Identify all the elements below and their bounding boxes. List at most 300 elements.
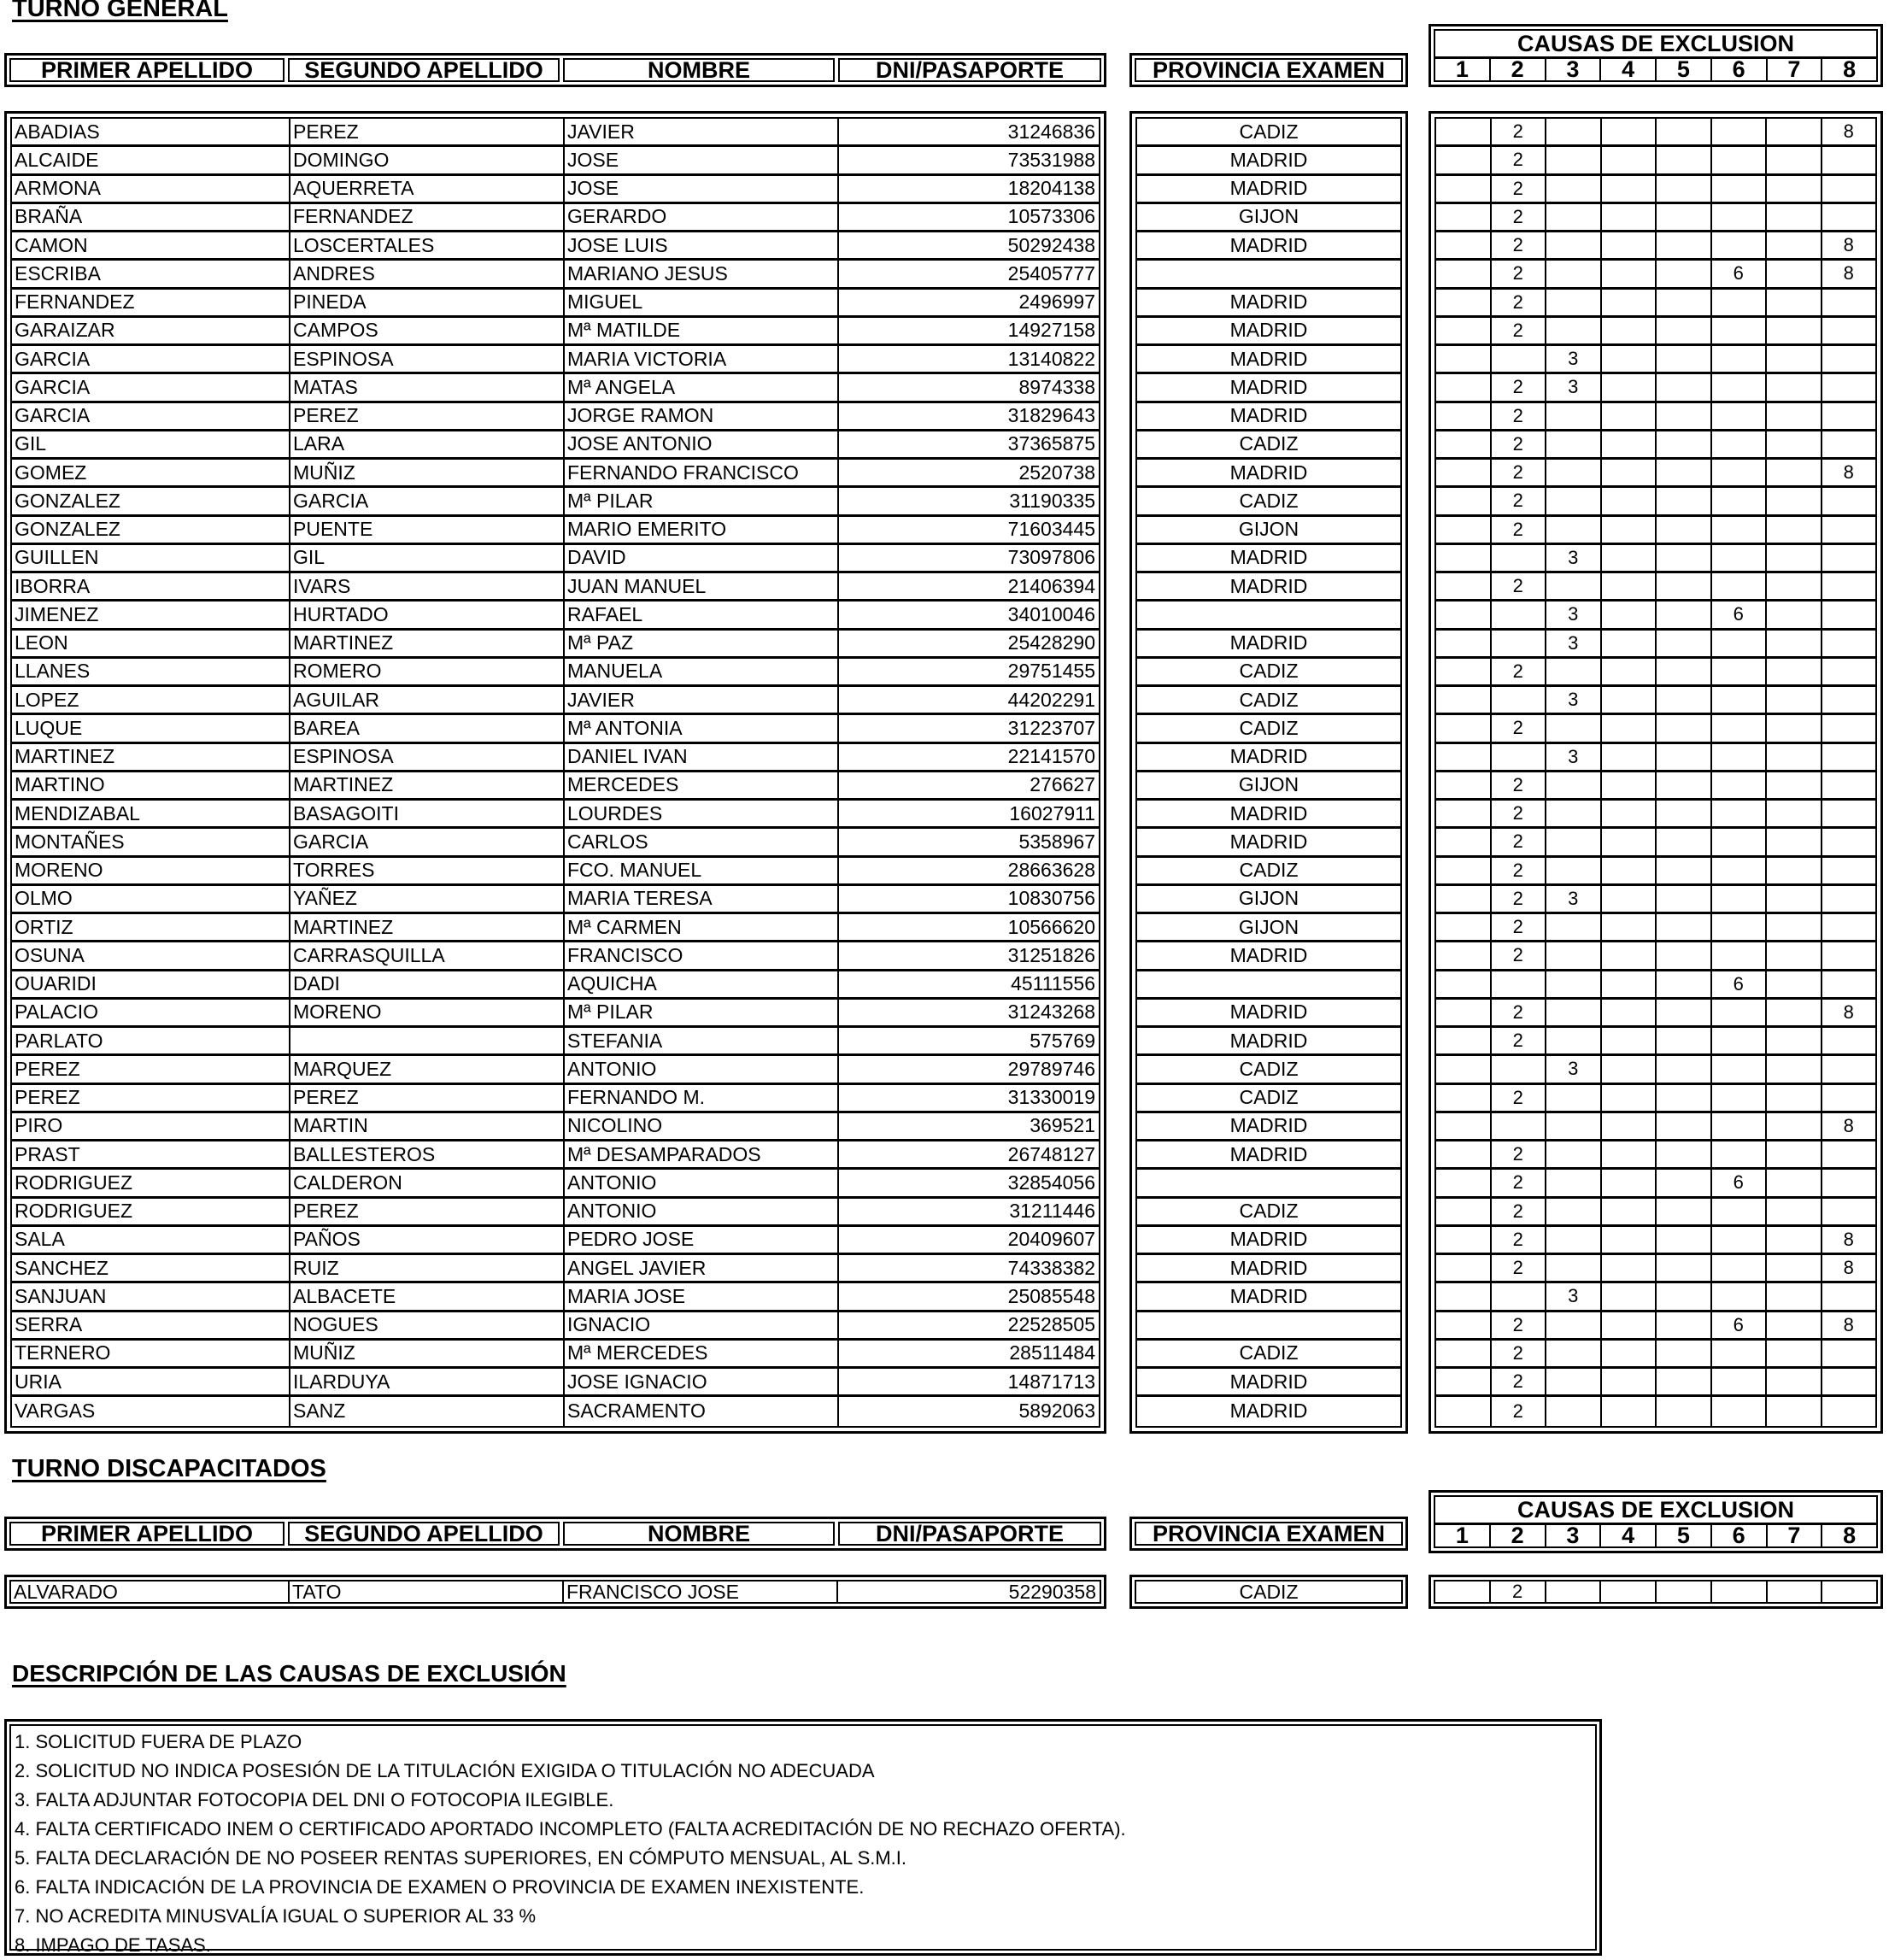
causa-cell-3: [1546, 290, 1602, 315]
causa-cell-3: [1546, 176, 1602, 202]
causa-cell-3: [1546, 1170, 1602, 1195]
causa-cell-3: [1546, 829, 1602, 854]
header-causa-3: 3: [1546, 1525, 1602, 1546]
causa-cell-2: 2: [1492, 1199, 1547, 1224]
causas-row: [1436, 1283, 1875, 1312]
causa-cell-4: [1602, 772, 1657, 798]
causa-cell-2: 2: [1492, 431, 1547, 457]
causa-cell-8: [1822, 573, 1876, 599]
primer-apellido-cell: SALA: [12, 1227, 290, 1253]
causa-cell-7: [1767, 403, 1822, 429]
primer-apellido-cell: BRAÑA: [12, 204, 290, 230]
provincia-cell: MADRID: [1229, 1370, 1308, 1393]
table-row: [1137, 232, 1400, 261]
table-row: [12, 488, 1099, 516]
dni-cell: 31190335: [1009, 489, 1095, 512]
causa-cell-4: [1602, 1085, 1657, 1111]
causa-cell-7: [1767, 1341, 1822, 1366]
causa-cell-8: 8: [1843, 1001, 1854, 1023]
segundo-apellido-cell: MUÑIZ: [290, 1341, 565, 1366]
causa-cell-2: 2: [1492, 1341, 1547, 1366]
table-row: [1137, 176, 1400, 204]
causa-cell-7: [1767, 1312, 1822, 1338]
primer-apellido-cell: LEON: [12, 631, 290, 656]
provincia-cell: MADRID: [1229, 319, 1308, 342]
causas-row: [1436, 1170, 1875, 1198]
causa-cell-2: 2: [1492, 1397, 1547, 1425]
causa-cell-3: [1546, 1227, 1602, 1253]
table-row: [12, 886, 1099, 914]
dni-cell: 32854056: [1007, 1171, 1095, 1194]
causa-cell-7: [1767, 772, 1822, 798]
table-row: [1137, 601, 1400, 630]
causa-cell-2: [1492, 545, 1547, 571]
causa-cell-6: [1712, 1255, 1768, 1281]
segundo-apellido-cell: CAMPOS: [290, 318, 565, 343]
causa-cell-1: [1436, 460, 1492, 485]
nombre-cell: ANGEL JAVIER: [565, 1255, 839, 1281]
causa-cell-6: [1712, 914, 1768, 940]
causa-cell-6: [1712, 460, 1768, 485]
table-row: [12, 1000, 1099, 1028]
header-causa-6: 6: [1712, 1525, 1768, 1546]
dni-cell: 8974338: [1018, 375, 1095, 398]
causa-cell-7: [1767, 914, 1822, 940]
segundo-apellido-cell: MATAS: [290, 374, 565, 400]
causa-cell-7: [1767, 1056, 1822, 1082]
primer-apellido-cell: GONZALEZ: [12, 517, 290, 543]
causa-cell-3: [1546, 488, 1602, 513]
causa-cell-8: [1822, 886, 1876, 912]
nombre-cell: JOSE LUIS: [565, 232, 839, 258]
causa-cell-4: [1602, 1113, 1657, 1139]
causa-cell-1: [1436, 318, 1492, 343]
causa-cell-4: [1602, 858, 1657, 883]
table-row: [1137, 659, 1400, 687]
table-row: [1137, 261, 1400, 289]
causa-cell-8: [1822, 176, 1876, 202]
nombre-cell: Mª PILAR: [565, 488, 839, 513]
causas-row: [1436, 147, 1875, 175]
causas-row: [1436, 886, 1875, 914]
disc-table-causas: [1428, 1575, 1883, 1609]
header-provincia: PROVINCIA EXAMEN: [1135, 1522, 1403, 1546]
provincia-cell: MADRID: [1229, 290, 1308, 314]
dni-cell: 25428290: [1007, 631, 1095, 654]
causa-cell-6: [1712, 1283, 1768, 1309]
causa-cell-8: [1822, 858, 1876, 883]
primer-apellido-cell: ABADIAS: [12, 119, 290, 144]
causa-cell-7: [1767, 460, 1822, 485]
causas-row: [1436, 1113, 1875, 1141]
table-row: [12, 1141, 1099, 1170]
causa-cell-5: [1657, 517, 1712, 543]
causa-cell-1: [1436, 488, 1492, 513]
provincia-cell: CADIZ: [1239, 660, 1299, 683]
primer-apellido-cell: GARCIA: [12, 346, 290, 372]
table-row: [1137, 829, 1400, 857]
causas-row: [1436, 631, 1875, 659]
provincia-cell: MADRID: [1229, 546, 1308, 569]
primer-apellido-cell: MARTINEZ: [12, 744, 290, 770]
table-row: [1137, 346, 1400, 374]
nombre-cell: AQUICHA: [565, 971, 839, 997]
table-row: [12, 687, 1099, 715]
primer-apellido-cell: GIL: [12, 431, 290, 457]
dni-cell: 28663628: [1007, 859, 1095, 882]
table-row: [12, 1056, 1099, 1084]
primer-apellido-cell: PIRO: [12, 1113, 290, 1139]
causa-cell-6: [1712, 1085, 1768, 1111]
table-row: [1137, 858, 1400, 886]
provincia-cell: [1137, 601, 1400, 627]
dni-cell: 26748127: [1007, 1142, 1095, 1165]
causa-cell-5: [1657, 1397, 1712, 1425]
dni-cell: 71603445: [1007, 518, 1095, 541]
provincia-cell: MADRID: [1229, 1001, 1308, 1024]
causa-cell-8: [1822, 829, 1876, 854]
provincia-cell: CADIZ: [1239, 1086, 1299, 1109]
causa-cell-2: 2: [1492, 1000, 1547, 1025]
provincia-cell: [1137, 261, 1400, 286]
causas-row: [1436, 1397, 1875, 1425]
primer-apellido-cell: OLMO: [12, 886, 290, 912]
causa-cell-2: [1492, 1283, 1547, 1309]
causas-row: [1436, 1227, 1875, 1255]
causa-cell-4: [1602, 1000, 1657, 1025]
causas-row: [1436, 1028, 1875, 1056]
nombre-cell: FRANCISCO JOSE: [564, 1581, 838, 1602]
causa-cell-5: [1657, 829, 1712, 854]
causa-cell-7: [1767, 346, 1822, 372]
segundo-apellido-cell: PEREZ: [290, 1085, 565, 1111]
general-header-provincia-box: [1129, 53, 1408, 87]
causas-row: [1436, 204, 1875, 232]
disc-table-person: [4, 1575, 1106, 1609]
primer-apellido-cell: PRAST: [12, 1141, 290, 1167]
primer-apellido-cell: GOMEZ: [12, 460, 290, 485]
causas-row: [1436, 119, 1875, 147]
primer-apellido-cell: PEREZ: [12, 1085, 290, 1111]
causa-cell-4: [1602, 318, 1657, 343]
header-causa-4: 4: [1601, 59, 1657, 80]
provincia-cell: GIJON: [1238, 518, 1299, 541]
causa-cell-7: [1767, 971, 1822, 997]
dni-cell: 45111556: [1011, 972, 1095, 995]
causa-cell-6: [1712, 1397, 1768, 1425]
primer-apellido-cell: GARCIA: [12, 374, 290, 400]
causa-cell-1: [1436, 858, 1492, 883]
table-row: [1137, 942, 1400, 971]
table-row: [11, 1581, 1100, 1602]
primer-apellido-cell: SANCHEZ: [12, 1255, 290, 1281]
causa-cell-5: [1657, 744, 1712, 770]
provincia-cell: GIJON: [1238, 915, 1299, 938]
causa-cell-1: [1436, 517, 1492, 543]
nombre-cell: RAFAEL: [565, 601, 839, 627]
causa-cell-7: [1767, 631, 1822, 656]
causa-cell-3: 3: [1546, 1283, 1602, 1309]
causa-cell-6: [1712, 1227, 1768, 1253]
causa-cell-8: [1822, 1028, 1876, 1053]
table-row: [1137, 772, 1400, 801]
causa-cell-6: [1712, 290, 1768, 315]
causa-cell-8: 8: [1843, 234, 1854, 256]
nombre-cell: Mª ANTONIA: [565, 715, 839, 741]
primer-apellido-cell: SANJUAN: [12, 1283, 290, 1309]
causa-cell-6: [1712, 1056, 1768, 1082]
causa-cell-3: [1546, 715, 1602, 741]
segundo-apellido-cell: MARQUEZ: [290, 1056, 565, 1082]
table-row: [12, 346, 1099, 374]
provincia-cell: GIJON: [1238, 773, 1299, 796]
causa-cell-4: [1602, 1141, 1657, 1167]
causa-cell-2: 2: [1492, 1085, 1547, 1111]
causa-cell-6: [1712, 1113, 1768, 1139]
causas-row: [1436, 1000, 1875, 1028]
table-row: [12, 1085, 1099, 1113]
causas-row: [1436, 1312, 1875, 1341]
causa-cell-7: [1767, 517, 1822, 543]
provincia-cell: CADIZ: [1239, 688, 1299, 711]
causa-cell-3: [1546, 914, 1602, 940]
dni-cell: 50292438: [1007, 233, 1095, 256]
segundo-apellido-cell: BASAGOITI: [290, 801, 565, 826]
causa-cell-2: 2: [1492, 1028, 1547, 1053]
causas-row: [1436, 318, 1875, 346]
primer-apellido-cell: IBORRA: [12, 573, 290, 599]
table-row: [12, 942, 1099, 971]
causa-cell-6: [1712, 631, 1768, 656]
disc-header-provincia-box: [1129, 1517, 1408, 1551]
causa-cell-1: [1436, 374, 1492, 400]
causa-cell-8: [1822, 1170, 1876, 1195]
causa-cell-6: [1712, 147, 1768, 173]
primer-apellido-cell: JIMENEZ: [12, 601, 290, 627]
causa-cell-8: 8: [1843, 1313, 1854, 1335]
header-dni: DNI/PASAPORTE: [838, 1522, 1101, 1546]
causas-row: [1436, 488, 1875, 516]
causa-cell-7: [1768, 1581, 1823, 1602]
table-row: [1137, 318, 1400, 346]
header-causa-6: 6: [1712, 59, 1768, 80]
dni-cell: 16027911: [1009, 801, 1095, 824]
primer-apellido-cell: GARAIZAR: [12, 318, 290, 343]
causa-cell-7: [1767, 488, 1822, 513]
segundo-apellido-cell: PEREZ: [290, 403, 565, 429]
nombre-cell: MARIANO JESUS: [565, 261, 839, 286]
primer-apellido-cell: LLANES: [12, 659, 290, 684]
table-row: [12, 971, 1099, 1000]
segundo-apellido-cell: LARA: [290, 431, 565, 457]
dni-cell: 73097806: [1007, 546, 1095, 569]
table-row: [12, 1341, 1099, 1369]
causa-cell-1: [1436, 829, 1492, 854]
causa-cell-5: [1657, 204, 1712, 230]
causa-cell-8: 8: [1843, 1114, 1854, 1136]
causa-cell-3: [1546, 1085, 1602, 1111]
causa-cell-5: [1657, 545, 1712, 571]
table-row: [1137, 1255, 1400, 1283]
disc-table-provincia: [1129, 1575, 1408, 1609]
nombre-cell: Mª PAZ: [565, 631, 839, 656]
causa-cell-3: [1546, 1199, 1602, 1224]
causa-cell-4: [1602, 631, 1657, 656]
segundo-apellido-cell: CALDERON: [290, 1170, 565, 1195]
header-causa-3: 3: [1546, 59, 1602, 80]
segundo-apellido-cell: MARTINEZ: [290, 772, 565, 798]
causa-cell-1: [1436, 1369, 1492, 1394]
causa-cell-7: [1767, 715, 1822, 741]
causa-cell-5: [1657, 1369, 1712, 1394]
causa-cell-6: 6: [1712, 971, 1768, 997]
causa-cell-2: 2: [1492, 1312, 1547, 1338]
dni-cell: 2496997: [1018, 290, 1095, 314]
table-row: [1137, 1397, 1400, 1425]
causa-cell-3: [1546, 147, 1602, 173]
table-row: [12, 318, 1099, 346]
primer-apellido-cell: ALVARADO: [11, 1581, 290, 1602]
nombre-cell: JOSE ANTONIO: [565, 431, 839, 457]
dni-cell: 22528505: [1007, 1313, 1095, 1336]
causa-cell-7: [1767, 290, 1822, 315]
causa-cell-1: [1436, 573, 1492, 599]
causa-cell-3: [1546, 1113, 1602, 1139]
table-row: [1137, 147, 1400, 175]
causa-cell-2: 2: [1492, 1369, 1547, 1394]
segundo-apellido-cell: ILARDUYA: [290, 1369, 565, 1394]
causa-cell-4: [1602, 971, 1657, 997]
causa-cell-2: 2: [1492, 147, 1547, 173]
causa-cell-4: [1602, 659, 1657, 684]
dni-cell: 5358967: [1018, 830, 1095, 853]
causa-cell-2: 2: [1492, 1141, 1547, 1167]
causa-cell-4: [1602, 1312, 1657, 1338]
nombre-cell: JORGE RAMON: [565, 403, 839, 429]
causa-cell-2: 2: [1492, 119, 1547, 144]
provincia-cell: GIJON: [1238, 887, 1299, 910]
causa-cell-3: [1546, 1397, 1602, 1425]
provincia-cell: [1137, 1170, 1400, 1195]
nombre-cell: MIGUEL: [565, 290, 839, 315]
segundo-apellido-cell: ESPINOSA: [290, 346, 565, 372]
causa-cell-7: [1767, 1283, 1822, 1309]
dni-cell: 44202291: [1007, 688, 1095, 711]
causa-cell-2: 2: [1492, 1227, 1547, 1253]
general-table-person: [4, 111, 1106, 1434]
causa-cell-8: [1822, 631, 1876, 656]
table-row: [12, 1283, 1099, 1312]
provincia-cell: MADRID: [1229, 375, 1308, 398]
causa-cell-2: 2: [1491, 1581, 1546, 1602]
primer-apellido-cell: MENDIZABAL: [12, 801, 290, 826]
nombre-cell: GERARDO: [565, 204, 839, 230]
table-row: [1137, 631, 1400, 659]
table-row: [12, 147, 1099, 175]
primer-apellido-cell: CAMON: [12, 232, 290, 258]
causa-cell-8: [1822, 1056, 1876, 1082]
causa-cell-2: 2: [1492, 886, 1547, 912]
causa-cell-6: [1712, 318, 1768, 343]
causa-cell-7: [1767, 1000, 1822, 1025]
causa-cell-8: [1822, 601, 1876, 627]
segundo-apellido-cell: MARTIN: [290, 1113, 565, 1139]
nombre-cell: ANTONIO: [565, 1170, 839, 1195]
causa-cell-7: [1767, 1141, 1822, 1167]
causa-cell-8: [1822, 147, 1876, 173]
segundo-apellido-cell: BAREA: [290, 715, 565, 741]
provincia-cell: [1137, 1312, 1400, 1338]
causa-cell-7: [1767, 1170, 1822, 1195]
nombre-cell: Mª MERCEDES: [565, 1341, 839, 1366]
header-causas-numbers: [1435, 1525, 1876, 1546]
causa-cell-8: [1822, 204, 1876, 230]
causa-cell-1: [1436, 431, 1492, 457]
causa-cell-7: [1767, 119, 1822, 144]
causa-cell-7: [1767, 1085, 1822, 1111]
causa-cell-3: [1546, 1369, 1602, 1394]
causa-cell-6: [1712, 1199, 1768, 1224]
causas-row: [1436, 460, 1875, 488]
causa-cell-4: [1602, 1227, 1657, 1253]
causa-cell-5: [1657, 801, 1712, 826]
provincia-cell: MADRID: [1229, 745, 1308, 768]
causa-cell-2: 2: [1492, 318, 1547, 343]
segundo-apellido-cell: MARTINEZ: [290, 631, 565, 656]
provincia-cell: MADRID: [1229, 1029, 1308, 1052]
causas-row: [1436, 232, 1875, 261]
table-row: [12, 1255, 1099, 1283]
causa-cell-7: [1767, 1028, 1822, 1053]
causas-row: [1436, 601, 1875, 630]
causa-cell-4: [1602, 176, 1657, 202]
general-header-causas: [1428, 24, 1883, 87]
dni-cell: 73531988: [1007, 148, 1095, 171]
causa-cell-1: [1436, 687, 1492, 713]
causa-cell-1: [1436, 1000, 1492, 1025]
causa-cell-2: 2: [1492, 659, 1547, 684]
header-causas-title: CAUSAS DE EXCLUSION: [1435, 31, 1876, 59]
table-row: [1137, 460, 1400, 488]
causa-cell-2: 2: [1492, 232, 1547, 258]
provincia-cell: CADIZ: [1239, 859, 1299, 882]
causa-cell-2: 2: [1492, 829, 1547, 854]
descripcion-box: [4, 1719, 1602, 1956]
causas-row: [1436, 1255, 1875, 1283]
table-row: [1137, 1369, 1400, 1397]
table-row: [1137, 545, 1400, 573]
causa-cell-6: 6: [1712, 1170, 1768, 1195]
primer-apellido-cell: GARCIA: [12, 403, 290, 429]
causa-cell-1: [1436, 914, 1492, 940]
table-row: [1137, 886, 1400, 914]
dni-cell: 31211446: [1009, 1200, 1095, 1223]
section-title-turno-general: TURNO GENERAL: [12, 0, 228, 22]
segundo-apellido-cell: RUIZ: [290, 1255, 565, 1281]
causa-cell-1: [1436, 971, 1492, 997]
nombre-cell: Mª MATILDE: [565, 318, 839, 343]
causa-cell-1: [1436, 659, 1492, 684]
primer-apellido-cell: RODRIGUEZ: [12, 1199, 290, 1224]
causa-cell-7: [1767, 147, 1822, 173]
primer-apellido-cell: PALACIO: [12, 1000, 290, 1025]
table-row: [1137, 1283, 1400, 1312]
table-row: [12, 261, 1099, 289]
causa-cell-5: [1657, 573, 1712, 599]
causa-cell-1: [1436, 1170, 1492, 1195]
segundo-apellido-cell: PEREZ: [290, 119, 565, 144]
header-causa-8: 8: [1843, 56, 1857, 82]
